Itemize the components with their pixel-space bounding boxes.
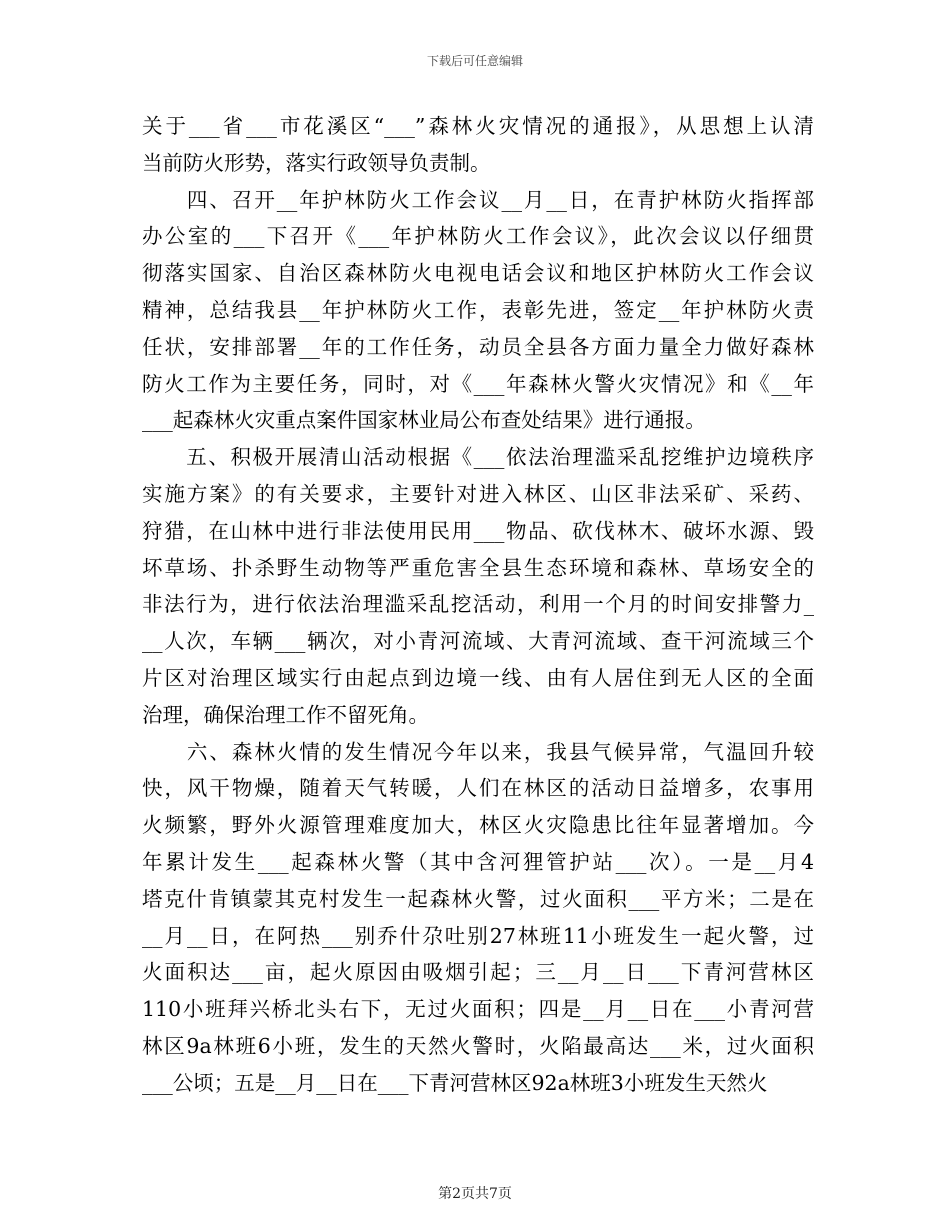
text-line: 任状，安排部署__年的工作任务，动员全县各方面力量全力做好森林 <box>142 334 814 359</box>
text-line: 火面积达___亩，起火原因由吸烟引起；三__月__日___下青河营林区 <box>142 960 814 985</box>
text-line: 塔克什肯镇蒙其克村发生一起森林火警，过火面积___平方米；二是在 <box>142 886 814 911</box>
text-line: 关于___省___市花溪区“___”森林火灾情况的通报》，从思想上认清 <box>142 114 814 138</box>
text-line: 片区对治理区域实行由起点到边境一线、由有人居住到无人区的全面 <box>142 665 814 690</box>
paragraph-p3-tail <box>142 108 814 182</box>
paragraph-p5 <box>142 439 814 733</box>
text-line: 当前防火形势，落实行政领导负责制。 <box>142 150 491 175</box>
text-line: 年累计发生___起森林火警（其中含河狸管护站___次）。一是__月4 <box>142 849 814 874</box>
text-line: __月__日，在阿热___别乔什尕吐别27林班11小班发生一起火警，过 <box>142 923 814 948</box>
text-line: 火频繁，野外火源管理难度加大，林区火灾隐患比往年显著增加。今 <box>142 813 814 838</box>
text-line: 实施方案》的有关要求，主要针对进入林区、山区非法采矿、采药、 <box>142 481 814 506</box>
paragraph-p4 <box>142 182 814 440</box>
text-line: __人次，车辆___辆次，对小青河流域、大青河流域、查干河流域三个 <box>142 629 814 654</box>
document-body <box>142 108 814 1102</box>
paragraph-p6 <box>142 734 814 1102</box>
text-line: 防火工作为主要任务，同时，对《___年森林火警火灾情况》和《__年 <box>142 371 814 396</box>
text-line: 治理，确保治理工作不留死角。 <box>142 702 429 727</box>
text-line: 五、积极开展清山活动根据《___依法治理滥采乱挖维护边境秩序 <box>142 445 814 470</box>
text-line: 坏草场、扑杀野生动物等严重危害全县生态环境和森林、草场安全的 <box>142 555 814 580</box>
text-line: 四、召开__年护林防火工作会议__月__日，在青护林防火指挥部 <box>142 187 814 212</box>
text-line: 精神，总结我县__年护林防火工作，表彰先进，签定__年护林防火责 <box>142 297 814 322</box>
text-line: 彻落实国家、自治区森林防火电视电话会议和地区护林防火工作会议 <box>142 261 814 286</box>
text-line: 六、森林火情的发生情况今年以来，我县气候异常，气温回升较 <box>142 739 814 764</box>
text-line: 非法行为，进行依法治理滥采乱挖活动，利用一个月的时间安排警力_ <box>142 592 814 617</box>
page-header-note: 下载后可任意编辑 <box>426 54 523 68</box>
text-line: ___起森林火灾重点案件国家林业局公布查处结果》进行通报。 <box>142 408 706 433</box>
text-line: 林区9a林班6小班，发生的天然火警时，火陷最高达___米，过火面积 <box>142 1033 814 1058</box>
page-number-footer: 第2页共7页 <box>438 1186 512 1202</box>
text-line: 办公室的___下召开《___年护林防火工作会议》，此次会议以仔细贯 <box>142 224 814 249</box>
text-line: ___公顷；五是__月__日在___下青河营林区92a林班3小班发生天然火 <box>142 1070 768 1095</box>
text-line: 110小班拜兴桥北头右下，无过火面积；四是__月__日在___小青河营 <box>142 997 814 1022</box>
text-line: 快，风干物燥，随着天气转暖，人们在林区的活动日益增多，农事用 <box>142 776 814 801</box>
text-line: 狩猎，在山林中进行非法使用民用___物品、砍伐林木、破坏水源、毁 <box>142 518 814 543</box>
